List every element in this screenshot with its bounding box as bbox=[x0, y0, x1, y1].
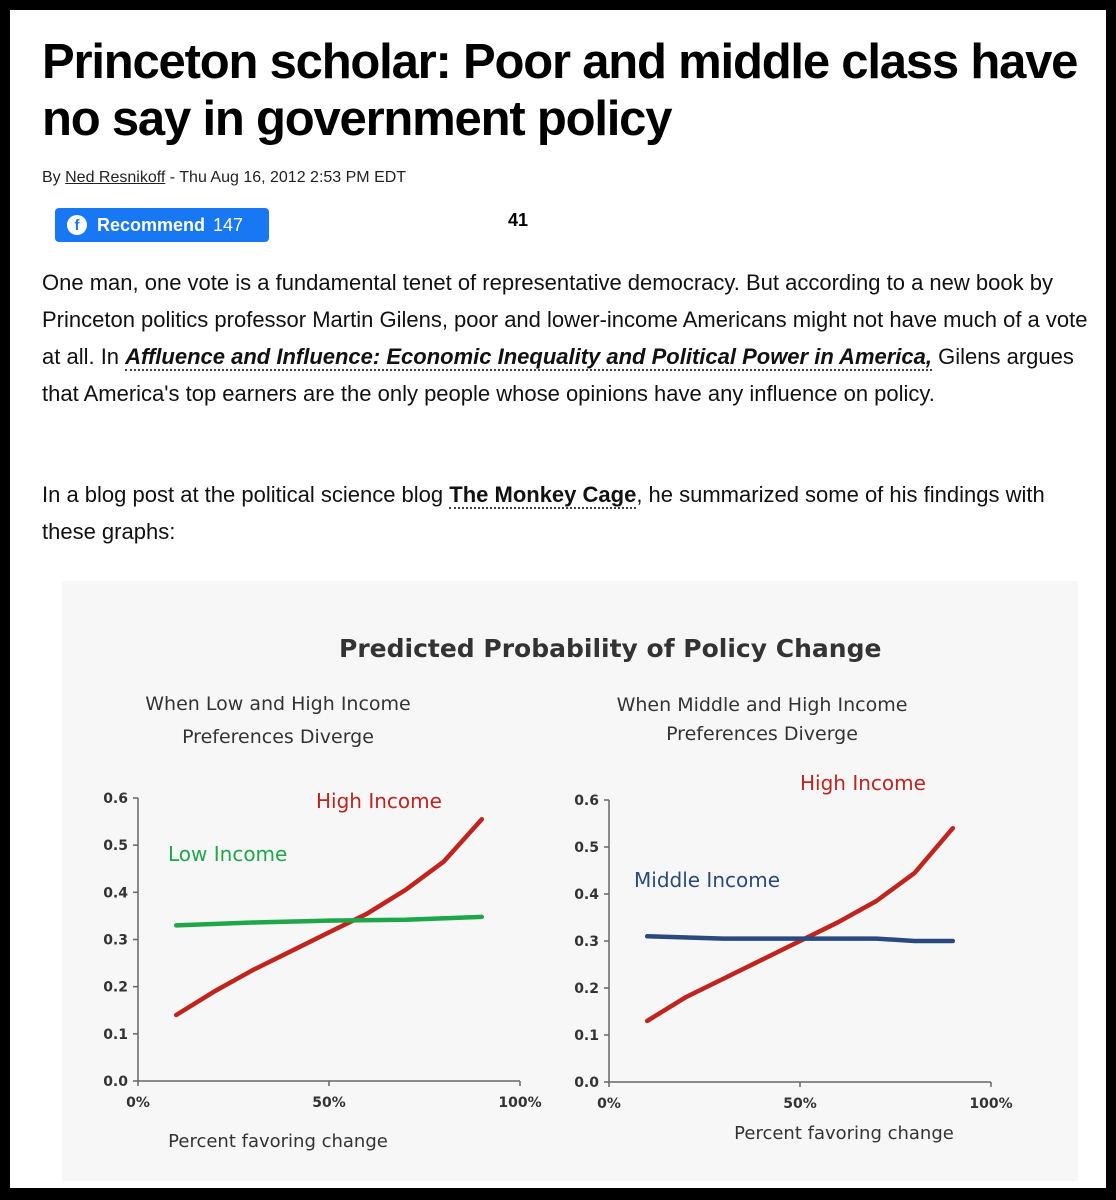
chart-1-low-income-line bbox=[176, 917, 482, 926]
facebook-icon: f bbox=[67, 215, 87, 235]
chart-1-y-tick-label: 0.3 bbox=[103, 932, 128, 949]
chart-1-y-tick-label: 0.1 bbox=[103, 1026, 128, 1043]
chart-2-y-tick-label: 0.6 bbox=[574, 793, 599, 809]
policy-change-figure bbox=[62, 581, 1078, 1181]
chart-2-x-tick-label: 50% bbox=[783, 1096, 817, 1112]
paragraph-2-text-a: In a blog post at the political science blog bbox=[42, 482, 450, 507]
chart-1-y-tick-label: 0.6 bbox=[103, 791, 128, 807]
chart-1-low-income-label: Low Income bbox=[168, 842, 288, 866]
monkey-cage-link[interactable]: The Monkey Cage bbox=[449, 482, 637, 507]
chart-1-x-tick-label: 100% bbox=[498, 1095, 542, 1111]
chart-2-y-tick-label: 0.4 bbox=[574, 887, 599, 903]
paragraph-1-text-a: One man, one vote is a fundamental tenet of representative democracy. But according to a new book by Princeton politics professor Martin Gilens, poor and lower-income Americans might not have much of a vote at all. In bbox=[42, 270, 1088, 369]
byline-separator: - bbox=[169, 169, 176, 186]
figure-title: Predicted Probability of Policy Change bbox=[339, 634, 882, 663]
publish-date: Thu Aug 16, 2012 2:53 PM EDT bbox=[179, 169, 407, 186]
article-paragraph-2 bbox=[42, 476, 1092, 550]
chart-2-middle-income-label: Middle Income bbox=[634, 868, 781, 892]
chart-2-x-axis-label: Percent favoring change bbox=[734, 1123, 954, 1144]
byline bbox=[42, 169, 406, 187]
chart-2-y-tick-label: 0.2 bbox=[574, 981, 599, 997]
chart-1-y-tick-label: 0.0 bbox=[103, 1074, 128, 1090]
byline-prefix: By bbox=[42, 169, 61, 186]
article-headline: Princeton scholar: Poor and middle class have no say in government policy bbox=[42, 35, 1078, 146]
chart-1-y-tick-label: 0.4 bbox=[103, 885, 128, 902]
chart-1-x-axis-label: Percent favoring change bbox=[168, 1131, 388, 1152]
figure-svg bbox=[62, 581, 1078, 1181]
chart-1-y-tick-label: 0.2 bbox=[103, 979, 128, 996]
chart-2-high-income-label: High Income bbox=[800, 771, 926, 795]
chart-2-middle-income-line bbox=[647, 936, 953, 941]
chart-1-y-tick-label: 0.5 bbox=[103, 838, 128, 855]
chart-2-x-tick-label: 100% bbox=[969, 1096, 1013, 1112]
chart-2-y-tick-label: 0.3 bbox=[574, 934, 599, 950]
chart-1-x-tick-label: 0% bbox=[126, 1095, 150, 1111]
chart-2-y-tick-label: 0.1 bbox=[574, 1028, 599, 1044]
chart-1-x-tick-label: 50% bbox=[312, 1095, 346, 1111]
chart-2-high-income-line bbox=[647, 828, 953, 1021]
paragraph-2-text-b: , he summarized some of his findings with these graphs: bbox=[42, 482, 1045, 544]
article-frame bbox=[10, 10, 1106, 1188]
chart-2-y-tick-label: 0.0 bbox=[574, 1075, 599, 1091]
author-link[interactable]: Ned Resnikoff bbox=[65, 169, 166, 186]
recommend-label: Recommend bbox=[97, 214, 206, 235]
chart-1-high-income-label: High Income bbox=[316, 789, 442, 813]
recommend-count: 147 bbox=[213, 214, 244, 235]
chart-2-x-tick-label: 0% bbox=[597, 1096, 621, 1112]
chart-2-y-tick-label: 0.5 bbox=[574, 840, 599, 856]
paragraph-1-text-b: Gilens argues that America's top earners are the only people whose opinions have any influence on policy. bbox=[42, 344, 1074, 406]
article-paragraph-1 bbox=[42, 264, 1092, 412]
chart-1-subtitle-line-2: Preferences Diverge bbox=[182, 726, 374, 748]
share-count: 41 bbox=[508, 210, 529, 230]
facebook-recommend-button[interactable] bbox=[55, 208, 269, 242]
chart-2-subtitle-line-1: When Middle and High Income bbox=[616, 694, 908, 716]
chart-2-subtitle-line-2: Preferences Diverge bbox=[666, 723, 858, 745]
chart-1-subtitle-line-1: When Low and High Income bbox=[145, 693, 411, 715]
book-title-link[interactable]: Affluence and Influence: Economic Inequality and Political Power in America, bbox=[125, 344, 933, 369]
